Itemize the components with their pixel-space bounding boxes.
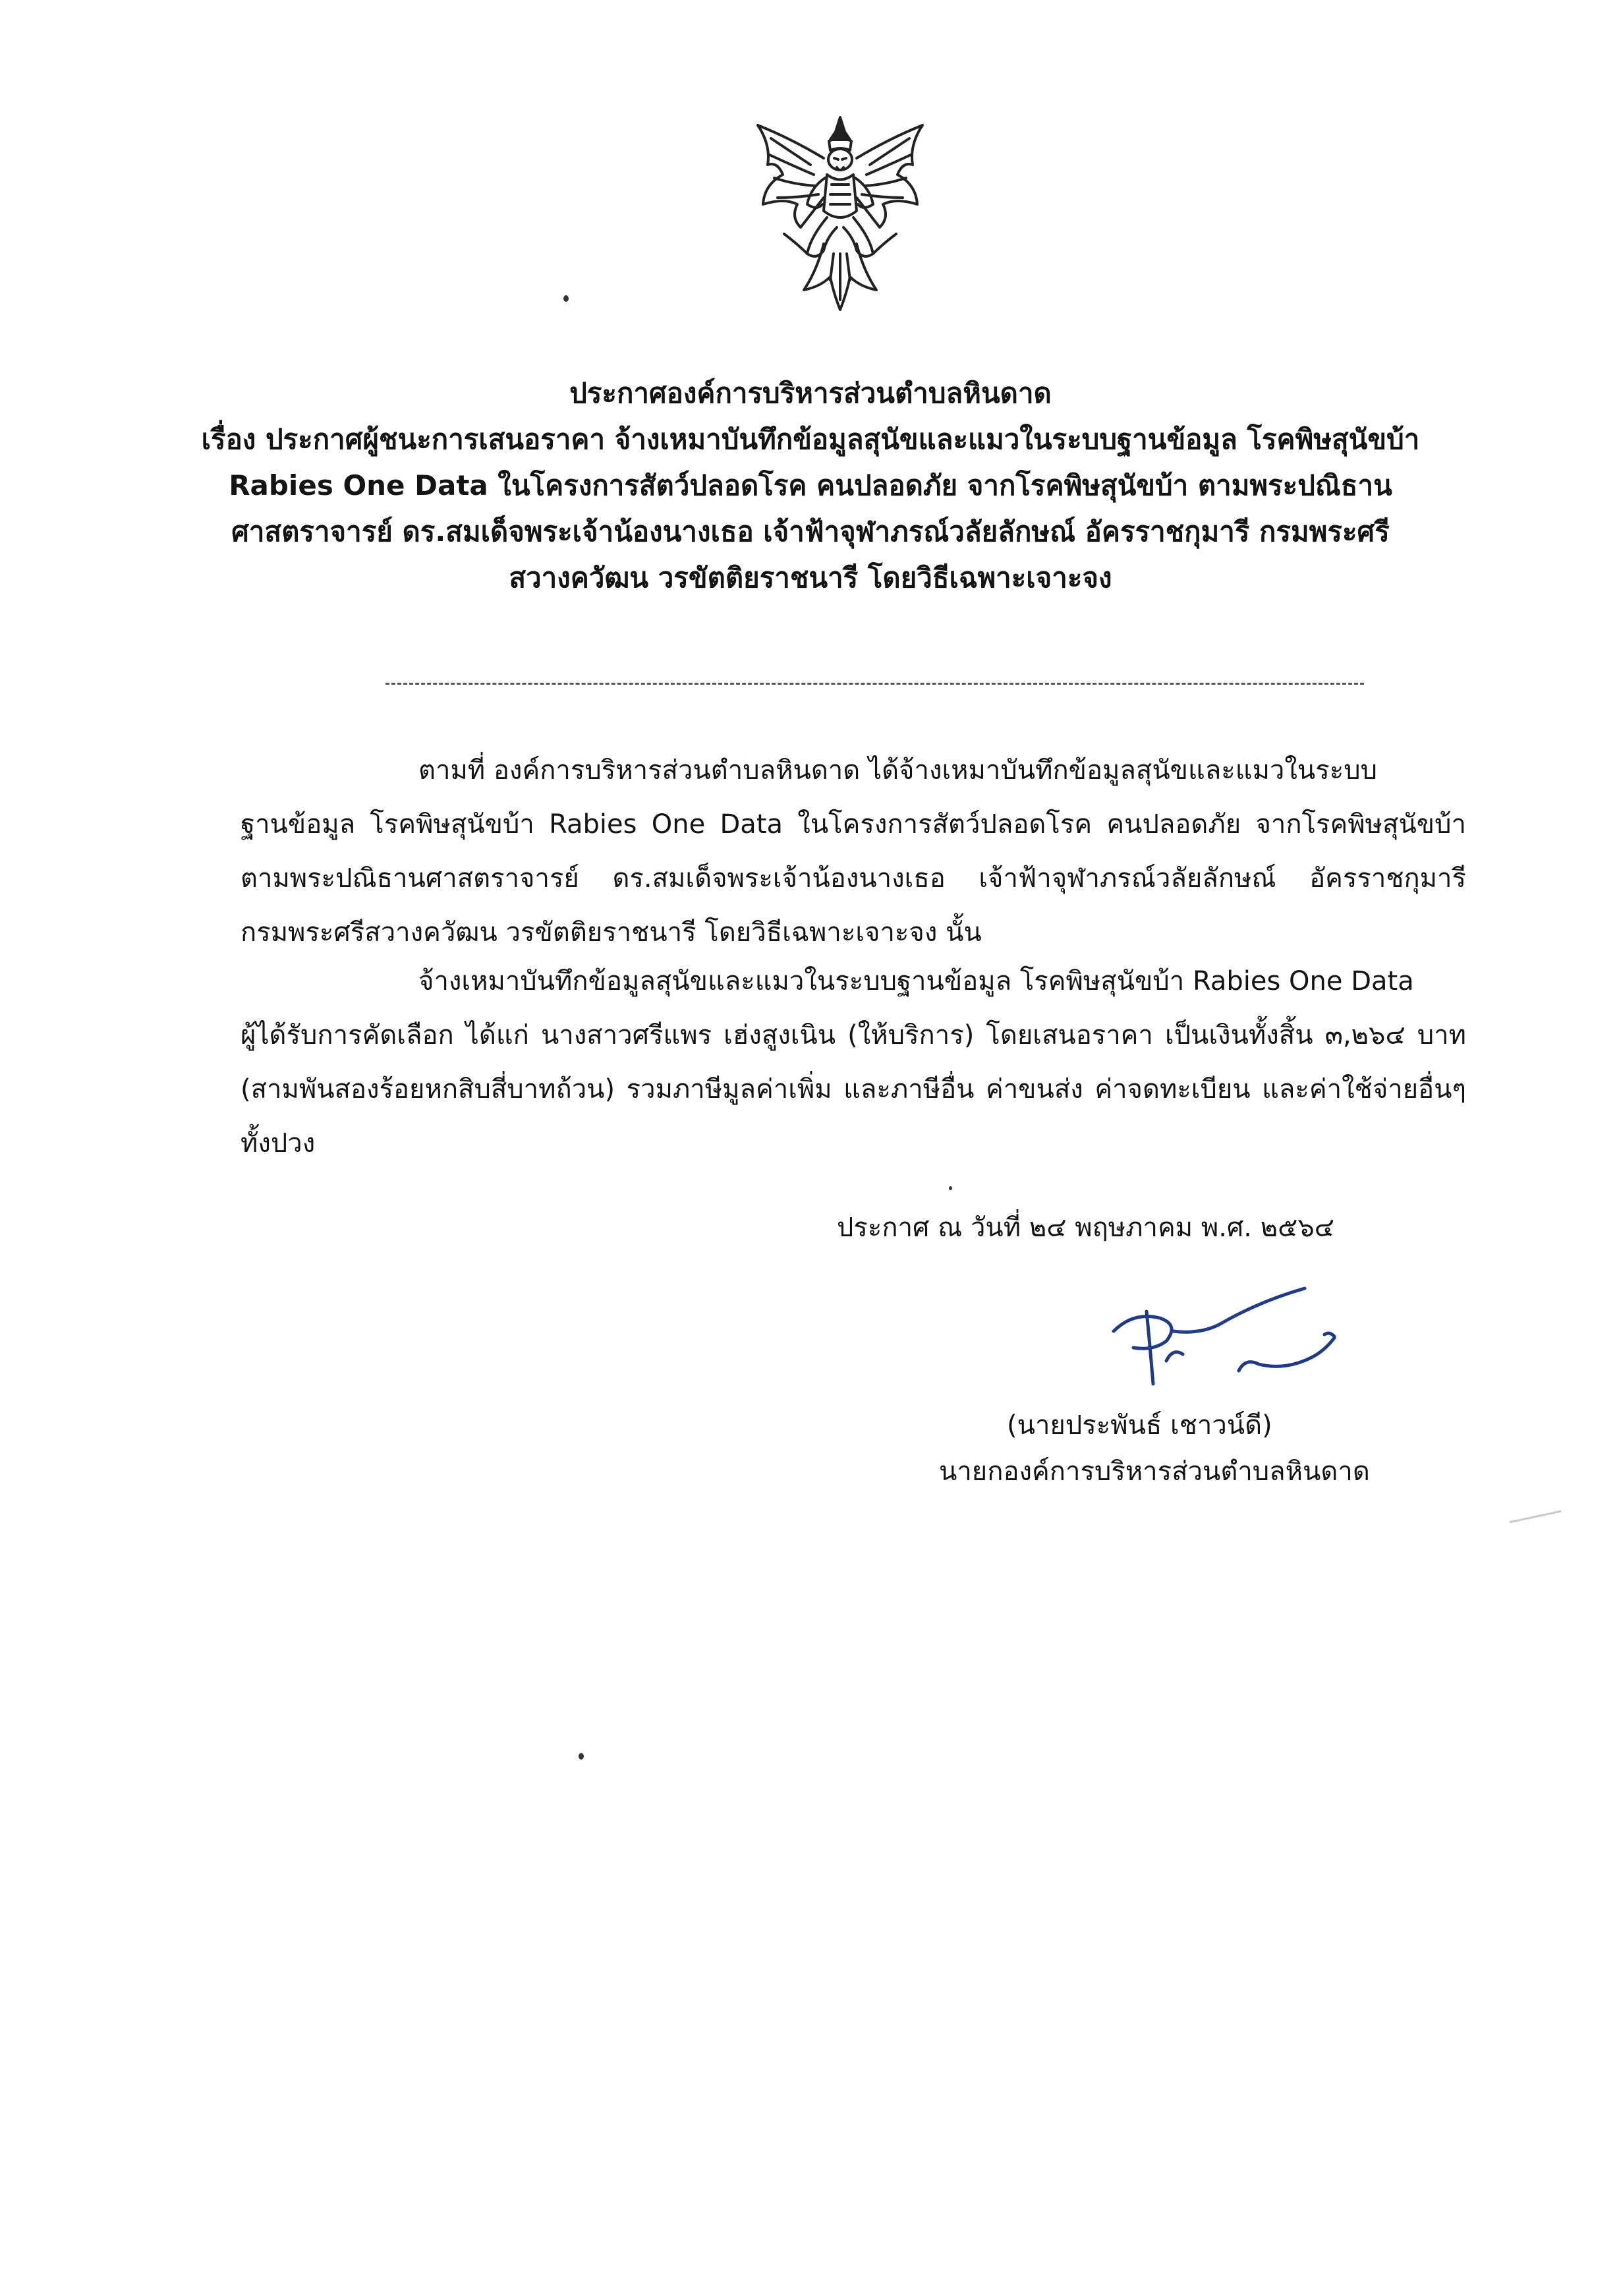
ink-speck bbox=[563, 295, 569, 302]
paragraph-line: กรมพระศรีสวางควัฒน วรขัตติยราชนารี โดยวิธีเฉพาะเจาะจง นั้น bbox=[241, 917, 982, 948]
paragraph-line: (สามพันสองร้อยหกสิบสี่บาทถ้วน) รวมภาษีมูลค่าเพิ่ม และภาษีอื่น ค่าขนส่ง ค่าจดทะเบียน และค่าใช้จ่ายอื่นๆ bbox=[241, 1074, 1466, 1105]
signer-position: นายกองค์การบริหารส่วนตำบลหินดาด bbox=[939, 1456, 1370, 1487]
announcement-subject-line: สวางควัฒน วรขัตติยราชนารี โดยวิธีเฉพาะเจาะจง bbox=[509, 561, 1112, 594]
signature-image bbox=[1107, 1285, 1357, 1397]
paragraph-line: ตามที่ องค์การบริหารส่วนตำบลหินดาด ได้จ้างเหมาบันทึกข้อมูลสุนัขและแมวในระบบ bbox=[418, 755, 1378, 786]
paragraph-line: จ้างเหมาบันทึกข้อมูลสุนัขและแมวในระบบฐานข้อมูล โรคพิษสุนัขบ้า Rabies One Data bbox=[418, 966, 1414, 996]
paragraph-line: ตามพระปณิธานศาสตราจารย์ ดร.สมเด็จพระเจ้าน้องนางเธอ เจ้าฟ้าจุฬาภรณ์วลัยลักษณ์ อัครราชกุมารี bbox=[241, 863, 1466, 894]
body-paragraph-2 bbox=[241, 954, 1466, 1170]
paragraph-line: ฐานข้อมูล โรคพิษสุนัขบ้า Rabies One Data ในโครงการสัตว์ปลอดโรค คนปลอดภัย จากโรคพิษสุนัขบ้า bbox=[241, 809, 1466, 840]
scan-mark bbox=[1510, 1510, 1562, 1524]
announcement-heading bbox=[198, 370, 1423, 601]
announcement-subject-line: Rabies One Data ในโครงการสัตว์ปลอดโรค คนปลอดภัย จากโรคพิษสุนัขบ้า ตามพระปณิธาน bbox=[229, 469, 1392, 502]
paragraph-line: ผู้ได้รับการคัดเลือก ได้แก่ นางสาวศรีแพร เฮ่งสูงเนิน (ให้บริการ) โดยเสนอราคา เป็นเงินทั้งสิ้น ๓,๒๖๔ บาท bbox=[241, 1020, 1466, 1050]
signer-name: (นายประพันธ์ เชาวน์ดี) bbox=[1007, 1410, 1272, 1441]
dashed-divider bbox=[385, 683, 1364, 685]
announcement-subject-line: เรื่อง ประกาศผู้ชนะการเสนอราคา จ้างเหมาบันทึกข้อมูลสุนัขและแมวในระบบฐานข้อมูล โรคพิษสุนัขบ้า bbox=[201, 423, 1420, 455]
announcement-subject-line: ศาสตราจารย์ ดร.สมเด็จพระเจ้าน้องนางเธอ เจ้าฟ้าจุฬาภรณ์วลัยลักษณ์ อัครราชกุมารี กรมพระศรี bbox=[231, 515, 1390, 548]
ink-speck bbox=[579, 1753, 584, 1760]
ink-speck bbox=[949, 1186, 952, 1190]
body-paragraph-1 bbox=[241, 743, 1466, 960]
announcement-date: ประกาศ ณ วันที่ ๒๔ พฤษภาคม พ.ศ. ๒๕๖๔ bbox=[837, 1213, 1335, 1243]
garuda-emblem-icon bbox=[745, 112, 936, 316]
announcement-org-title: ประกาศองค์การบริหารส่วนตำบลหินดาด bbox=[569, 377, 1052, 409]
paragraph-line: ทั้งปวง bbox=[241, 1128, 316, 1159]
